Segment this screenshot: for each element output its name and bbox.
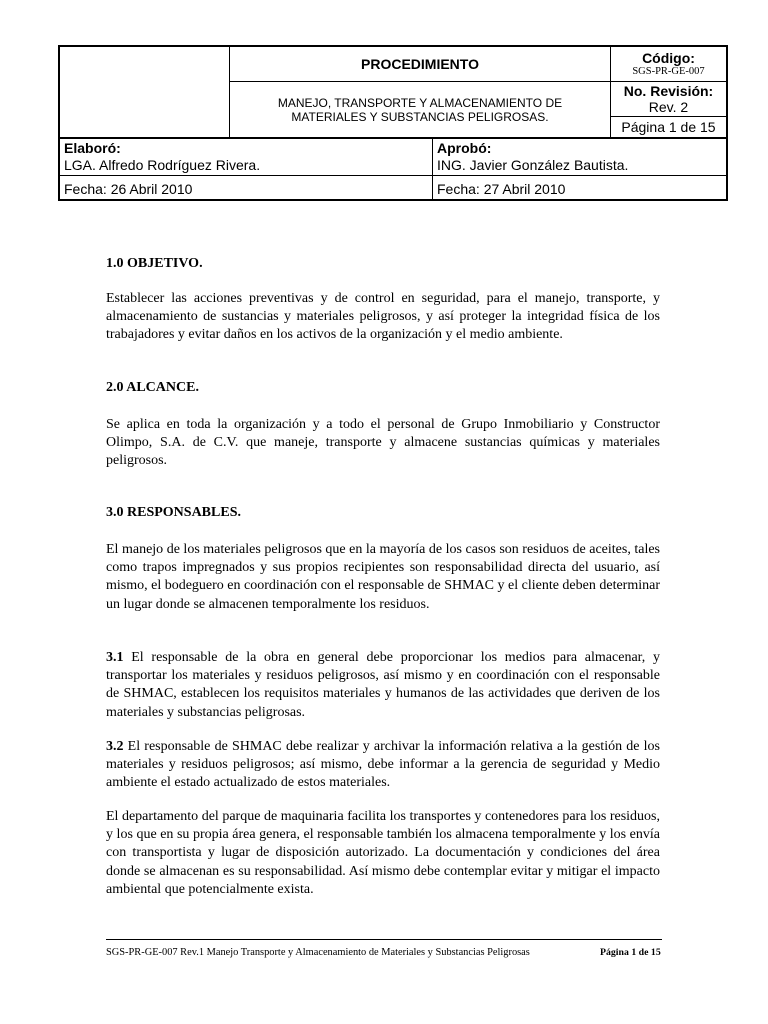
footer-page-total: 15 <box>650 947 661 958</box>
table-divider <box>432 137 433 201</box>
footer-page-mid: de <box>636 947 651 958</box>
clause-number-3-2: 3.2 <box>106 739 124 754</box>
doc-type-label <box>230 47 610 81</box>
code-cell <box>611 47 726 81</box>
prepared-by-cell <box>64 139 430 175</box>
prepared-date <box>64 176 430 201</box>
clause-text-3-2: El responsable de SHMAC debe realizar y archivar la información relativa a la gestión de los materiales y residuos peligrosos; así mismo, debe informar a la gerencia de seguridad y Medio ambiente el estado actualizado de estos materiales. <box>106 739 660 791</box>
paragraph-responsables: El manejo de los materiales peligrosos que en la mayoría de los casos son residuos de aceites, tales como trapos impregnados y sus propios recipientes son responsabilidad directa del usuario, así mismo, el bodeguero en coordinación con el responsable de SHMAC y el cliente deben determinar un lugar donde se almacenen temporalmente los residuos. <box>106 542 660 612</box>
paragraph-3-1 <box>106 649 660 722</box>
section-title-responsables: 3.0 RESPONSABLES. <box>106 505 241 520</box>
paragraph-3-2 <box>106 738 660 793</box>
section-title-scope: 2.0 ALCANCE. <box>106 380 199 395</box>
paragraph-department: El departamento del parque de maquinaria facilita los transportes y contenedores para los residuos, y los que en su propia área genera, el responsable también los almacena temporalmente y los envía con transportista y lugar de disposición autorizado. La documentación y condiciones del área donde se almacenan es su responsabilidad. Así mismo debe contemplar evitar y mitigar el impacto ambiental que potencialmente exista. <box>106 809 660 897</box>
doc-title <box>230 82 610 137</box>
approved-date <box>437 176 724 201</box>
footer-divider <box>106 939 662 940</box>
code-value: SGS-PR-GE-007 <box>632 66 705 77</box>
prepared-by-label: Elaboró: <box>64 140 121 156</box>
approved-by-cell <box>437 139 724 175</box>
approved-by-name: ING. Javier González Bautista. <box>437 157 629 173</box>
clause-number-3-1: 3.1 <box>106 650 124 665</box>
document-header-table <box>58 45 728 201</box>
doc-title-line-1: MANEJO, TRANSPORTE Y ALMACENAMIENTO DE <box>277 95 563 110</box>
section-title-objective: 1.0 OBJETIVO. <box>106 256 203 271</box>
revision-label: No. Revisión: <box>623 82 714 99</box>
prepared-by-name: LGA. Alfredo Rodríguez Rivera. <box>64 157 261 173</box>
prepared-date-text: Fecha: 26 Abril 2010 <box>64 180 193 197</box>
revision-value: Rev. 2 <box>648 98 689 115</box>
page-label: Página 1 de 15 <box>621 119 716 135</box>
code-label: Código: <box>642 50 695 66</box>
approved-by-label: Aprobó: <box>437 140 492 156</box>
paragraph-scope: Se aplica en toda la organización y a todo el personal de Grupo Inmobiliario y Constructor Olimpo, S.A. de C.V. que maneje, transporte y almacene sustancias químicas y materiales peligrosos. <box>106 417 660 469</box>
clause-text-3-1: El responsable de la obra en general debe proporcionar los medios para almacenar, y transportar los materiales y residuos peligrosos, así mismo y en coordinación con el responsable de SHMAC, establecen los requisitos materiales y humanos de las actividades que deriven de los materiales y substancias peligrosas. <box>106 650 660 720</box>
footer-page-prefix: Página <box>600 947 632 958</box>
approved-date-text: Fecha: 27 Abril 2010 <box>437 180 566 197</box>
paragraph-objective: Establecer las acciones preventivas y de control en seguridad, para el manejo, transporte, y almacenamiento de sustancias y materiales peligrosos, y así proteger la integridad física de los trabajadores y evitar daños en los activos de la organización y el medio ambiente. <box>106 291 660 343</box>
revision-cell <box>611 82 726 116</box>
footer-page-number <box>600 947 661 958</box>
footer-page-current: 1 <box>631 947 637 958</box>
page-cell <box>611 117 726 137</box>
doc-type-text: PROCEDIMIENTO <box>361 56 479 72</box>
doc-title-line-2: MATERIALES Y SUBSTANCIAS PELIGROSAS. <box>291 109 549 124</box>
footer-document-reference: SGS-PR-GE-007 Rev.1 Manejo Transporte y Almacenamiento de Materiales y Substancias Peligrosas <box>106 947 530 958</box>
